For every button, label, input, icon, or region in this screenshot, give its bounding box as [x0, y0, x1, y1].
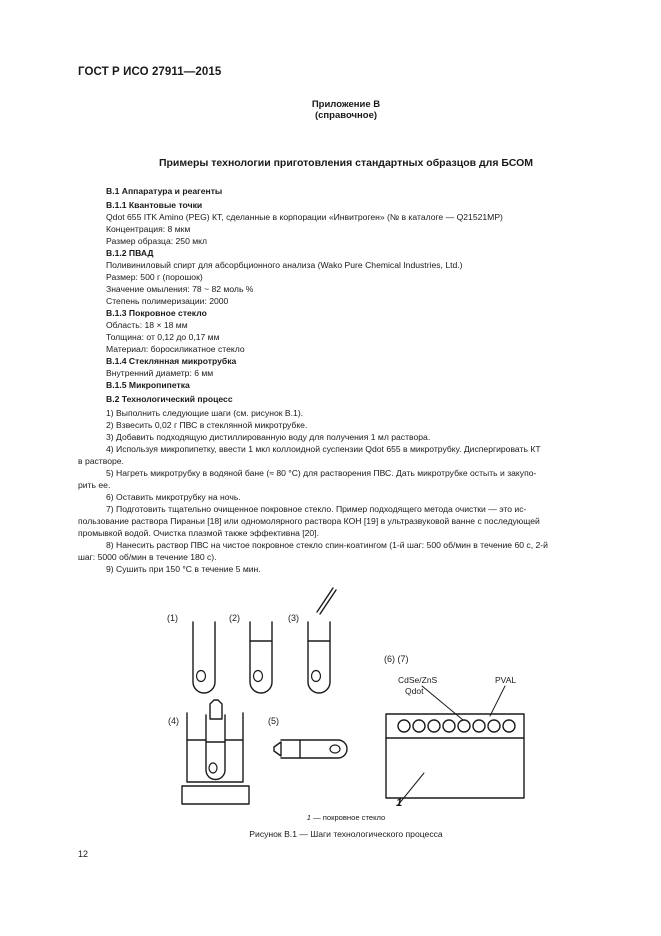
- text-line: Материал: боросиликатное стекло: [106, 344, 245, 354]
- section-b14-heading: В.1.4 Стеклянная микротрубка: [106, 356, 237, 366]
- water-bath-step-4: [182, 700, 249, 804]
- tube-step-1: [193, 622, 215, 693]
- section-b1-heading: В.1 Аппаратура и реагенты: [106, 186, 223, 196]
- figure-legend: [0, 813, 661, 822]
- coverslip-diagram: [386, 686, 524, 805]
- text-line: Размер: 500 г (порошок): [106, 272, 203, 282]
- section-b13-heading: В.1.3 Покровное стекло: [106, 308, 207, 318]
- step-7-cont: пользование раствора Пираньи [18] или одномолярного раствора КОН [19] в ультразвуковой ванне с последующей: [78, 516, 540, 526]
- section-b12-heading: В.1.2 ПВАД: [106, 248, 154, 258]
- step-8: 8) Нанесить раствор ПВС на чистое покровное стекло спин-коатингом (1-й шаг: 500 об/мин в течение 60 с, 2-й: [106, 540, 548, 550]
- page-title: Примеры технологии приготовления стандартных образцов для БСОМ: [158, 157, 534, 169]
- qdot-label: Qdot: [405, 686, 424, 696]
- step-1: 1) Выполнить следующие шаги (см. рисунок В.1).: [106, 408, 304, 418]
- tube-step-3: [308, 588, 336, 693]
- tube-step-2: [250, 622, 272, 693]
- step-2: 2) Взвесить 0,02 г ПВС в стеклянной микротрубке.: [106, 420, 308, 430]
- text-line: Qdot 655 ITK Amino (PEG) КТ, сделанные в корпорации «Инвитроген» (№ в каталоге — Q21521MP): [106, 212, 503, 222]
- figure-label-6-7: (6) (7): [384, 654, 409, 664]
- document-header: ГОСТ Р ИСО 27911—2015: [78, 66, 222, 78]
- step-4-cont: в растворе.: [78, 456, 124, 466]
- step-4: 4) Используя микропипетку, ввести 1 мкл коллоидной суспензии Qdot 655 в микротрубку. Диспергировать КТ: [106, 444, 541, 454]
- section-b11-heading: В.1.1 Квантовые точки: [106, 200, 203, 210]
- text-line: Внутренний диаметр: 6 мм: [106, 368, 214, 378]
- step-7-cont: промывкой водой. Очистка плазмой также эффективна [20].: [78, 528, 319, 538]
- figure-label-5: (5): [268, 716, 279, 726]
- pval-label: PVAL: [495, 675, 517, 685]
- step-3: 3) Добавить подходящую дистиллированную воду для получения 1 мл раствора.: [106, 432, 431, 442]
- text-line: Размер образца: 250 мкл: [106, 236, 208, 246]
- annex-title: Приложение В: [311, 99, 381, 110]
- text-line: Концентрация: 8 мкм: [106, 224, 191, 234]
- text-line: Степень полимеризации: 2000: [106, 296, 229, 306]
- figure-label-4: (4): [168, 716, 179, 726]
- text-line: Значение омыления: 78 ~ 82 моль %: [106, 284, 254, 294]
- step-9: 9) Сушить при 150 °С в течение 5 мин.: [106, 564, 261, 574]
- section-b2-heading: В.2 Технологический процесс: [106, 394, 233, 404]
- legend-text: — покровное стекло: [310, 813, 386, 822]
- figure-caption: Рисунок В.1 — Шаги технологического процесса: [249, 829, 443, 839]
- sealed-tube-step-5: [274, 740, 347, 758]
- figure-label-3: (3): [288, 613, 299, 623]
- step-7: 7) Подготовить тщательно очищенное покровное стекло. Пример подходящего метода очистки — это ис-: [106, 504, 527, 514]
- figure-label-1: (1): [167, 613, 178, 623]
- step-5-cont: рить ее.: [78, 480, 111, 490]
- step-8-cont: шаг: 5000 об/мин в течение 180 с).: [78, 552, 217, 562]
- step-6: 6) Оставить микротрубку на ночь.: [106, 492, 241, 502]
- annex-subtitle: (справочное): [314, 110, 378, 121]
- text-line: Область: 18 × 18 мм: [106, 320, 188, 330]
- figure-label-2: (2): [229, 613, 240, 623]
- legend-number: 1: [306, 813, 311, 822]
- text-line: Поливиниловый спирт для абсорбционного анализа (Wako Pure Chemical Industries, Ltd.): [106, 260, 463, 270]
- text-line: Толщина: от 0,12 до 0,17 мм: [106, 332, 220, 342]
- section-b15-heading: В.1.5 Микропипетка: [106, 380, 190, 390]
- step-5: 5) Нагреть микротрубку в водяной бане (≈ 80 °С) для растворения ПВС. Дать микротрубке остыть и закупо-: [106, 468, 537, 478]
- coverslip-number-label: 1: [396, 797, 403, 809]
- page-number: 12: [78, 849, 89, 859]
- cdse-label: CdSe/ZnS: [398, 675, 438, 685]
